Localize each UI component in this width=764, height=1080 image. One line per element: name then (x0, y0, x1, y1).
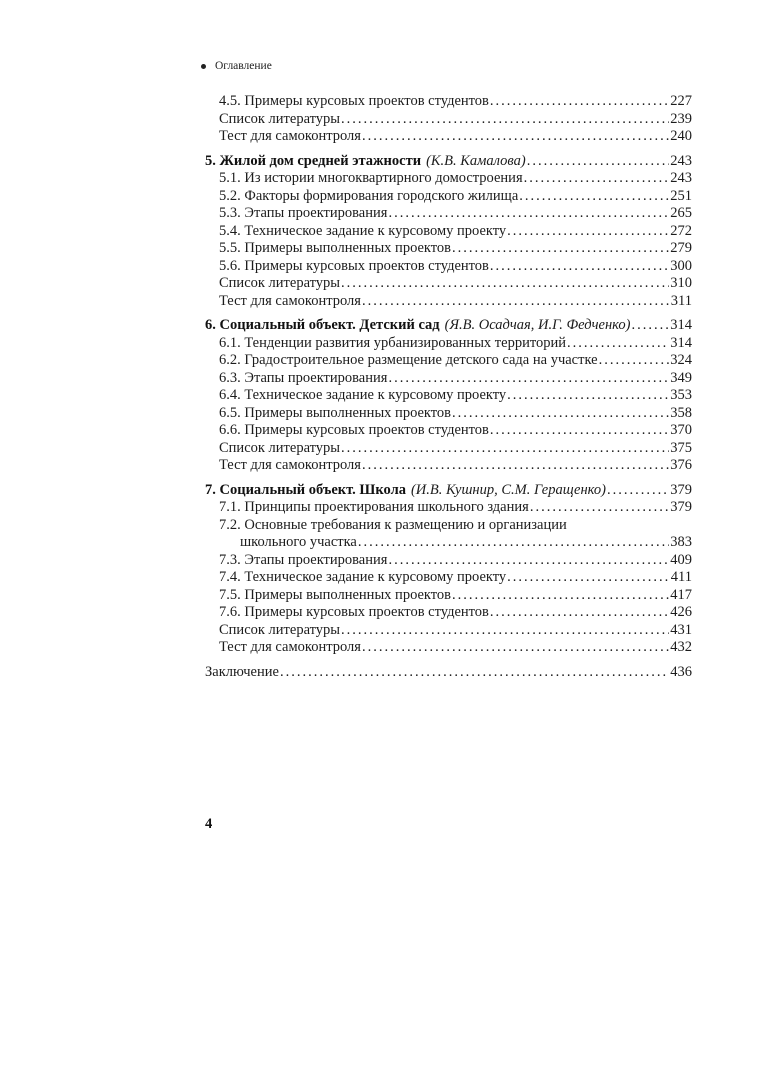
entry-page: 376 (670, 457, 692, 473)
entry-title: Тест для самоконтроля (219, 457, 361, 473)
dot-leader (567, 335, 669, 353)
toc-entry (205, 457, 692, 475)
running-header (201, 60, 272, 72)
dot-leader (490, 93, 669, 111)
dot-leader (341, 622, 669, 640)
toc-entry (205, 128, 692, 146)
entry-title: 6.3. Этапы проектирования (219, 369, 388, 386)
entry-title: 4.5. Примеры курсовых проектов студентов (219, 93, 489, 109)
toc-entry (205, 604, 692, 622)
dot-leader (452, 405, 669, 423)
entry-title: 7.1. Принципы проектирования школьного здания (219, 499, 529, 515)
dot-leader (341, 111, 669, 129)
entry-title: 5.5. Примеры выполненных проектов (219, 240, 452, 256)
dot-leader (388, 205, 669, 223)
entry-title: 6.1. Тенденции развития урбанизированных территорий (219, 334, 567, 351)
entry-title: 7. Социальный объект. Школа (205, 481, 406, 498)
entry-page: 239 (670, 110, 692, 127)
entry-title: Тест для самоконтроля (219, 292, 361, 309)
entry-page: 409 (670, 551, 692, 568)
entry-title: 5.3. Этапы проектирования (219, 205, 388, 221)
toc-entry (205, 405, 692, 423)
entry-title: 5. Жилой дом средней этажности (205, 152, 422, 169)
entry-authors: (Я.В. Осадчая, И.Г. Федченко) (444, 317, 631, 333)
toc-conclusion-entry (205, 664, 692, 682)
entry-title: 6.2. Градостроительное размещение детского сада на участке (219, 352, 598, 368)
entry-page: 300 (670, 257, 692, 274)
entry-title: Список литературы (219, 439, 341, 456)
entry-page: 324 (670, 352, 692, 368)
toc-entry-continuation (205, 534, 692, 552)
toc-entry (205, 275, 692, 293)
dot-leader (527, 153, 670, 171)
entry-page: 314 (670, 317, 692, 333)
dot-leader (358, 534, 669, 552)
toc-entry (205, 111, 692, 129)
entry-page: 417 (670, 586, 692, 603)
entry-title: 7.5. Примеры выполненных проектов (219, 586, 452, 603)
toc-entry (205, 422, 692, 440)
entry-title: 6.4. Техническое задание к курсовому проекту (219, 387, 507, 403)
entry-page: 370 (670, 422, 692, 438)
toc-entry (205, 170, 692, 188)
entry-title: 5.2. Факторы формирования городского жилища (219, 187, 519, 204)
dot-leader (341, 440, 669, 458)
toc-entry (205, 205, 692, 223)
dot-leader (524, 170, 670, 188)
dot-leader (631, 317, 669, 335)
entry-title: 7.4. Техническое задание к курсовому проекту (219, 569, 507, 585)
entry-page: 436 (670, 663, 692, 680)
dot-leader (507, 223, 669, 241)
dot-leader (341, 275, 669, 293)
entry-page: 279 (670, 240, 692, 256)
toc-entry (205, 552, 692, 570)
toc-entry (205, 352, 692, 370)
entry-page: 353 (670, 387, 692, 403)
entry-page: 383 (670, 534, 692, 550)
entry-title: Тест для самоконтроля (219, 639, 361, 655)
dot-leader (388, 370, 669, 388)
entry-page: 310 (670, 275, 692, 291)
toc-entry (205, 293, 692, 311)
entry-title: 6.5. Примеры выполненных проектов (219, 404, 452, 421)
toc-chapter-entry (205, 317, 692, 335)
entry-page: 240 (670, 128, 692, 144)
toc-chapter-entry (205, 153, 692, 171)
dot-leader (452, 587, 669, 605)
entry-page: 375 (670, 439, 692, 456)
toc-entry (205, 370, 692, 388)
page-number: 4 (205, 816, 213, 832)
toc-entry (205, 188, 692, 206)
entry-title: 7.2. Основные требования к размещению и организации (219, 516, 567, 533)
entry-title: 5.1. Из истории многоквартирного домостроения (219, 170, 523, 186)
entry-page: 432 (670, 639, 692, 655)
entry-page: 358 (670, 404, 692, 421)
entry-title: 5.6. Примеры курсовых проектов студентов (219, 257, 489, 274)
entry-page: 314 (670, 334, 692, 351)
entry-title: 7.6. Примеры курсовых проектов студентов (219, 604, 489, 620)
entry-title: 6.6. Примеры курсовых проектов студентов (219, 422, 489, 438)
dot-leader (507, 569, 670, 587)
entry-page: 379 (670, 481, 692, 498)
entry-page: 227 (670, 93, 692, 109)
toc-entry (205, 622, 692, 640)
bullet-icon (201, 64, 206, 69)
entry-title: Тест для самоконтроля (219, 128, 361, 144)
dot-leader (362, 457, 669, 475)
toc-entry (205, 93, 692, 111)
toc-entry (205, 223, 692, 241)
dot-leader (490, 604, 669, 622)
toc-entry (205, 517, 692, 535)
dot-leader (490, 258, 669, 276)
entry-page: 311 (670, 292, 692, 309)
dot-leader (519, 188, 669, 206)
entry-page: 379 (670, 499, 692, 515)
dot-leader (490, 422, 669, 440)
entry-title: 6. Социальный объект. Детский сад (205, 317, 440, 333)
toc-entry (205, 240, 692, 258)
toc-entry (205, 587, 692, 605)
dot-leader (599, 352, 670, 370)
table-of-contents (205, 93, 692, 681)
entry-page: 431 (670, 621, 692, 638)
entry-page: 411 (670, 569, 692, 585)
entry-title: Список литературы (219, 621, 341, 638)
entry-authors: (К.В. Камалова) (426, 152, 526, 169)
toc-entry (205, 440, 692, 458)
dot-leader (388, 552, 669, 570)
entry-title: школьного участка (240, 534, 357, 550)
toc-entry (205, 258, 692, 276)
entry-page: 243 (670, 152, 692, 169)
entry-page: 251 (670, 187, 692, 204)
toc-entry (205, 569, 692, 587)
entry-page: 272 (670, 222, 692, 239)
dot-leader (507, 387, 669, 405)
entry-page: 349 (670, 369, 692, 386)
dot-leader (362, 639, 669, 657)
dot-leader (280, 664, 669, 682)
toc-entry (205, 639, 692, 657)
dot-leader (607, 482, 669, 500)
entry-title: 5.4. Техническое задание к курсовому проекту (219, 222, 507, 239)
entry-page: 243 (670, 170, 692, 186)
dot-leader (362, 128, 669, 146)
toc-chapter-entry (205, 482, 692, 500)
dot-leader (452, 240, 669, 258)
entry-page: 265 (670, 205, 692, 221)
entry-authors: (И.В. Кушнир, С.М. Геращенко) (410, 481, 606, 498)
toc-entry (205, 387, 692, 405)
toc-entry (205, 335, 692, 353)
entry-title: Список литературы (219, 275, 341, 291)
entry-title: Список литературы (219, 110, 341, 127)
dot-leader (530, 499, 669, 517)
dot-leader (362, 293, 670, 311)
entry-page: 426 (670, 604, 692, 620)
toc-entry (205, 499, 692, 517)
running-header-title: Оглавление (215, 60, 272, 72)
entry-title: 7.3. Этапы проектирования (219, 551, 388, 568)
entry-title: Заключение (205, 663, 279, 680)
